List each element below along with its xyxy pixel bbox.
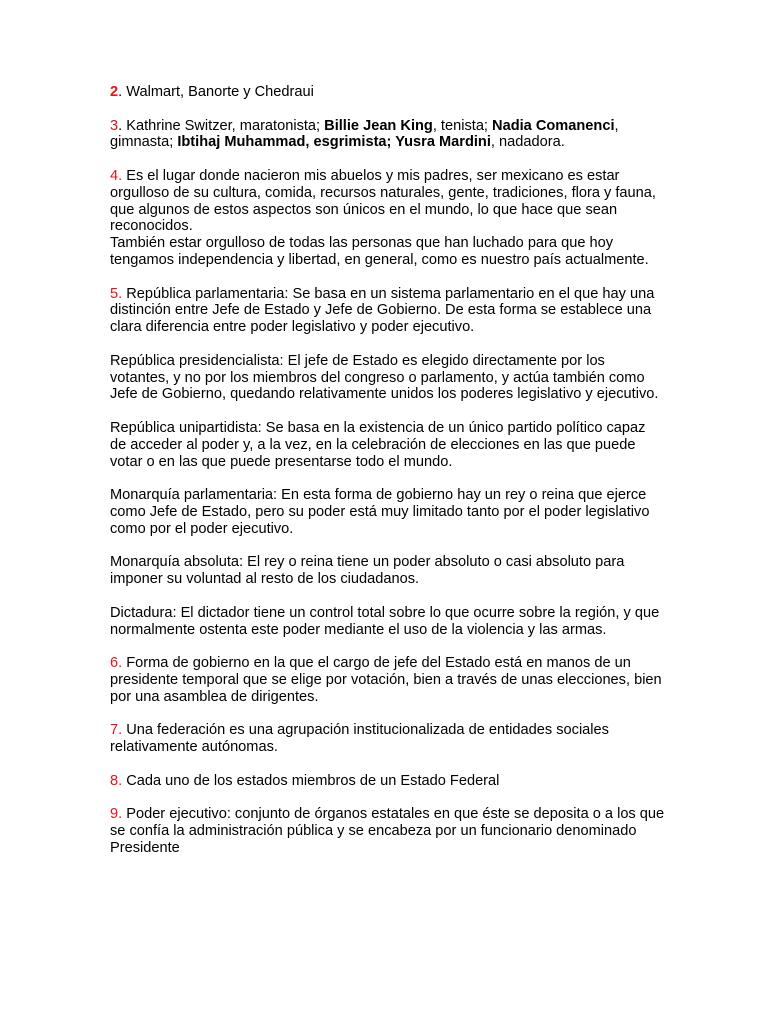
answer-text: , gimnasta; — [110, 117, 619, 151]
athlete-name: Nadia Comanenci — [492, 117, 615, 134]
athlete-name: Billie Jean King — [324, 117, 433, 134]
answer-number: 8. — [110, 772, 123, 789]
monarquia-absoluta: Monarquía absoluta: El rey o reina tiene un poder absoluto o casi absoluto para imponer su voluntad al resto de los ciudadanos. — [110, 554, 625, 588]
dictadura: Dictadura: El dictador tiene un control total sobre lo que ocurre sobre la región, y que normalmente ostenta este poder mediante el uso de la violencia y las armas. — [110, 604, 660, 638]
answer-text: Poder ejecutivo: conjunto de órganos estatales en que éste se deposita o a los que se confía la administración pública y se encabeza por un funcionario denominado Presidente — [110, 806, 665, 856]
answer-text: Forma de gobierno en la que el cargo de jefe del Estado está en manos de un presidente temporal que se elige por votación, bien a través de unas elecciones, bien por una asamblea de dirigentes. — [110, 655, 662, 705]
answer-number: 7. — [110, 722, 123, 739]
answer-text: . Kathrine Switzer, maratonista; — [118, 117, 325, 134]
answer-6 — [110, 655, 665, 705]
answer-text: Una federación es una agrupación institucionalizada de entidades sociales relativamente autónomas. — [110, 722, 609, 756]
athlete-name: Ibtihaj Muhammad, esgrimista; Yusra Mardini — [177, 134, 491, 151]
answer-text: , nadadora. — [490, 134, 565, 151]
answer-text: Cada uno de los estados miembros de un Estado Federal — [122, 772, 500, 789]
answer-text: , tenista; — [432, 117, 493, 134]
answer-5 — [110, 286, 665, 336]
republica-unipartidista: República unipartidista: Se basa en la existencia de un único partido político capaz de acceder al poder y, a la vez, en la celebración de elecciones en las que puede votar o en las que puede presentarse todo el mundo. — [110, 419, 646, 470]
answer-4 — [110, 168, 665, 269]
answer-text: . Walmart, Banorte y Chedraui — [118, 84, 314, 100]
answer-number: 6. — [110, 655, 123, 672]
answer-text: República parlamentaria: Se basa en un sistema parlamentario en el que hay una distinción entre Jefe de Estado y Jefe de Gobierno. De esta forma se establece una clara diferencia entre poder legislativo y poder ejecutivo. — [110, 285, 655, 336]
answer-number: 4. — [110, 167, 123, 184]
answer-number: 9. — [110, 806, 123, 823]
answer-9 — [110, 806, 665, 856]
answer-number: 3 — [110, 117, 119, 134]
republica-presidencialista: República presidencialista: El jefe de Estado es elegido directamente por los votantes, y no por los miembros del congreso o parlamento, y actúa también como Jefe de Gobierno, quedando relativamente unidos los poderes legislativo y ejecutivo. — [110, 352, 659, 403]
answer-text: También estar orgulloso de todas las personas que han luchado para que hoy tengamos independencia y libertad, en general, como es nuestro país actualmente. — [110, 235, 649, 268]
document-content — [110, 84, 665, 873]
monarquia-parlamentaria: Monarquía parlamentaria: En esta forma de gobierno hay un rey o reina que ejerce como Jefe de Estado, pero su poder está muy limitado tanto por el poder legislativo como por el poder ejecutivo. — [110, 487, 650, 537]
answer-number: 5. — [110, 285, 123, 302]
answer-text: Es el lugar donde nacieron mis abuelos y mis padres, ser mexicano es estar orgulloso de su cultura, comida, recursos naturales, gente, tradiciones, flora y fauna, que algunos de estos aspectos son únicos en el mundo, lo que hace que sean reconocidos. — [110, 167, 656, 235]
answer-2 — [110, 84, 665, 101]
answer-7 — [110, 722, 665, 756]
answer-number: 2 — [110, 84, 119, 100]
answer-3 — [110, 118, 665, 152]
answer-8 — [110, 773, 665, 790]
